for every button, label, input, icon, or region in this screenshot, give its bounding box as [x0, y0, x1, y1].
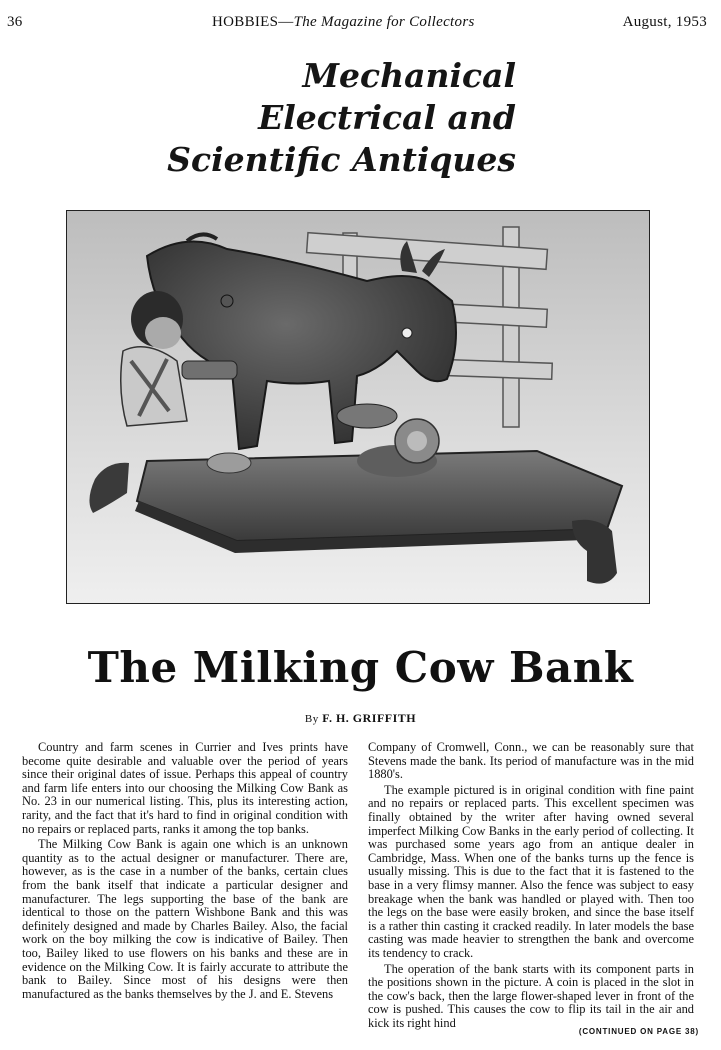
department-line-3: Scientific Antiques [167, 140, 516, 179]
article-title: The Milking Cow Bank [87, 643, 634, 692]
page-number: 36 [7, 14, 23, 30]
magazine-title: The Magazine for Collectors [293, 14, 475, 30]
byline-prefix: By [304, 713, 319, 725]
paragraph: The operation of the bank starts with its component parts in the positions shown in the picture. A coin is placed in the slot in the cow's back, then the large flower-shaped lever in front of the cow is pushed. This causes the cow to flip its tail in the air and kick its right hind [368, 961, 694, 1030]
issue-date: August, 1953 [622, 14, 707, 30]
flower-lever [395, 419, 439, 463]
paragraph: Company of Cromwell, Conn., we can be reasonably sure that Stevens made the bank. Its period of manufacture was in the mid 1880's. [368, 740, 694, 782]
department-line-1: Mechanical [302, 56, 516, 95]
department-line-2: Electrical and [258, 98, 516, 137]
article-column-left [22, 741, 348, 1001]
magazine-name [212, 14, 475, 31]
continued-notice: (CONTINUED ON PAGE 38) [578, 1027, 699, 1036]
byline [0, 711, 721, 726]
magazine-prefix: HOBBIES— [212, 14, 294, 30]
milking-cow-bank-photo [66, 210, 650, 604]
paragraph: The example pictured is in original condition with fine paint and no repairs or replaced parts. This excellent specimen was finally obtained by the writer after having owned several imperfect Milking Cow Banks in the early period of collecting. It was purchased some years ago from an antique dealer in Cambridge, Mass. When one of the banks turns up the fence is usually missing. This is due to the fact that it is fastened to the base in a very flimsy manner. Also the fence was subject to easy breakage when the bank was handled or played with. Then too the legs on the base were easily broken, and since the base itself is a rather thin casting it cracked readily. In later models the base casting was made heavier to strengthen the bank and overcome its tendency to crack. [368, 782, 694, 960]
article-column-right [368, 741, 694, 1030]
author-name: F. H. GRIFFITH [322, 711, 417, 725]
running-header [0, 14, 721, 36]
department-heading [167, 55, 516, 181]
paragraph: The Milking Cow Bank is again one which is an unknown quantity as to the actual designer or manufacturer. There are, however, as is the case in a number of the banks, certain clues from the bank itself that indicate a particular designer and manufacturer. The legs supporting the base of the bank are identical to those on the pattern Wishbone Bank and this was definitely designed and made by Charles Bailey. Also, the facial work on the boy milking the cow is indicative of Bailey. Then too, Bailey liked to use flowers on his banks and these are in evidence on the Milking Cow. It is fairly accurate to attribute the bank to Bailey. Since most of his designs were then manufactured as the banks themselves by the J. and E. Stevens [22, 837, 348, 1001]
paragraph: Country and farm scenes in Currier and Ives prints have become quite desirable and valuable over the period of years since their original dates of issue. Perhaps this appeal of country and farm life enters into our choosing the Milking Cow Bank as No. 23 in our numerical listing. This, plus its interesting action, rarity, and the fact that it's hard to find in original condition with no repairs or replaced parts, ranks it among the top banks. [22, 740, 348, 836]
